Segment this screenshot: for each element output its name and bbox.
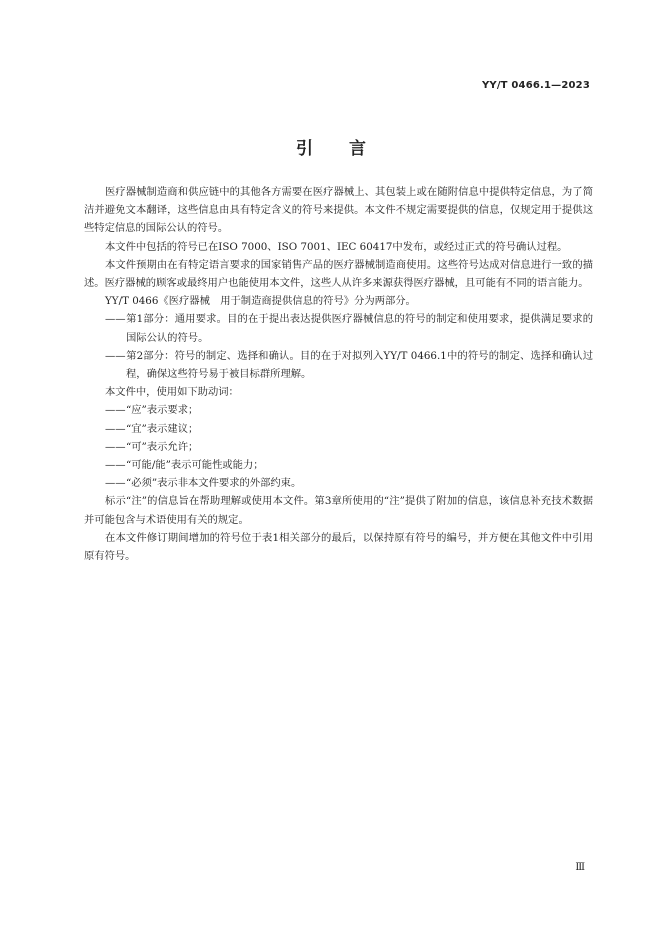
list-item-text: 第2部分：符号的制定、选择和确认。目的在于对拟列入YY/T 0466.1中的符号的制定、选择和确认过程，确保这些符号易于被目标群所理解。: [126, 349, 593, 381]
list-item: [84, 474, 593, 492]
standard-number: YY/T 0466.1—2023: [481, 80, 590, 91]
list-item: [84, 401, 593, 419]
list-item: [84, 456, 593, 474]
paragraph: 标示“注”的信息旨在帮助理解或使用本文件。第3章所使用的“注”提供了附加的信息，该信息补充技术数据并可能包含与术语使用有关的规定。: [84, 495, 593, 526]
list-item-text: “可能/能”表示可能性或能力；: [126, 459, 264, 472]
paragraph: 本文件中，使用如下助动词：: [105, 386, 239, 399]
paragraph: 本文件中包括的符号已在ISO 7000、ISO 7001、IEC 60417中发布，或经过正式的符号确认过程。: [105, 240, 568, 253]
list-item: [84, 310, 593, 346]
dash-mark: ——: [105, 313, 126, 326]
page-number: Ⅲ: [575, 862, 585, 873]
paragraph: 在本文件修订期间增加的符号位于表1相关部分的最后，以保持原有符号的编号，并方便在其他文件中引用原有符号。: [84, 531, 593, 563]
paragraph: 医疗器械制造商和供应链中的其他各方需要在医疗器械上、其包装上或在随附信息中提供特定信息，为了简洁并避免文本翻译，这些信息由具有特定含义的符号来提供。本文件不规定需要提供的信息，仅规定用于提供这些特定信息的国际公认的符号。: [84, 186, 593, 235]
dash-mark: ——: [105, 404, 126, 417]
dash-mark: ——: [105, 459, 126, 472]
body-text: [84, 183, 593, 565]
dash-mark: ——: [105, 349, 126, 362]
paragraph: 本文件预期由在有特定语言要求的国家销售产品的医疗器械制造商使用。这些符号达成对信息进行一致的描述。医疗器械的顾客或最终用户也能使用本文件，这些人从许多来源获得医疗器械，且可能有不同的语言能力。: [84, 258, 593, 290]
list-item-text: “宜”表示建议；: [126, 422, 199, 435]
list-item-text: “必须”表示非本文件要求的外部约束。: [126, 477, 302, 490]
list-item-text: 第1部分：通用要求。目的在于提出表达提供医疗器械信息的符号的制定和使用要求，提供满足要求的国际公认的符号。: [126, 313, 593, 344]
list-item-text: “应”表示要求；: [126, 404, 199, 417]
list-item: [84, 347, 593, 383]
paragraph: YY/T 0466《医疗器械 用于制造商提供信息的符号》分为两部分。: [105, 295, 416, 308]
list-item: [84, 438, 593, 456]
dash-mark: ——: [105, 422, 126, 435]
dash-mark: ——: [105, 477, 126, 490]
list-item: [84, 420, 593, 438]
page-title: 引言: [296, 139, 402, 159]
dash-mark: ——: [105, 440, 126, 453]
list-item-text: “可”表示允许；: [126, 440, 199, 453]
